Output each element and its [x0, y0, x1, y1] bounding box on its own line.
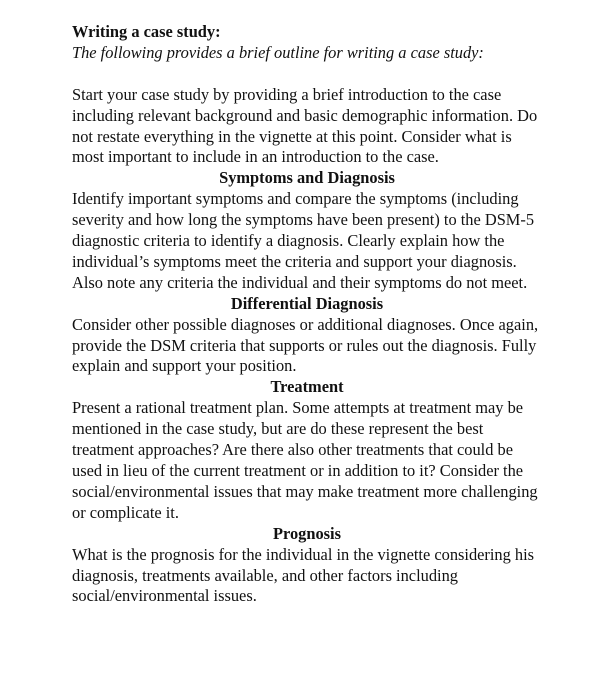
section-heading-prognosis: Prognosis — [272, 523, 341, 543]
section-heading-differential: Differential Diagnosis — [230, 293, 384, 313]
section-body-treatment: Present a rational treatment plan. Some attempts at treatment may be mentioned in the case study, but are do these represent the best treatment approaches? Are there also other treatments that could be used in lieu of the current treatment or in addition to it? Consider the social/environmental issues that may make treatment more challenging or complicate it. — [72, 398, 538, 522]
intro-paragraph: Start your case study by providing a brief introduction to the case including relevant background and basic demographic information. Do not restate everything in the vignette at this point. Consider what is most important to include in an introduction to the case. — [72, 84, 538, 167]
section-heading-treatment: Treatment — [270, 377, 344, 397]
document-page — [72, 22, 542, 607]
section-heading-symptoms: Symptoms and Diagnosis — [219, 168, 395, 188]
section-body-symptoms: Identify important symptoms and compare the symptoms (including severity and how long the symptoms have been present) to the DSM-5 diagnostic criteria to identify a diagnosis. Clearly explain how the individual’s symptoms meet the criteria and support your diagnosis. Also note any criteria the individual and their symptoms do not meet. — [72, 189, 535, 292]
spacer — [72, 64, 542, 85]
section-body-differential: Consider other possible diagnoses or additional diagnoses. Once again, provide the DSM criteria that supports or rules out the diagnosis. Fully explain and support your position. — [72, 314, 539, 376]
document-subtitle: The following provides a brief outline for writing a case study: — [72, 42, 484, 62]
section-body-prognosis: What is the prognosis for the individual in the vignette considering his diagnosis, treatments available, and other factors including social/environmental issues. — [72, 544, 535, 606]
document-title: Writing a case study: — [72, 22, 221, 41]
